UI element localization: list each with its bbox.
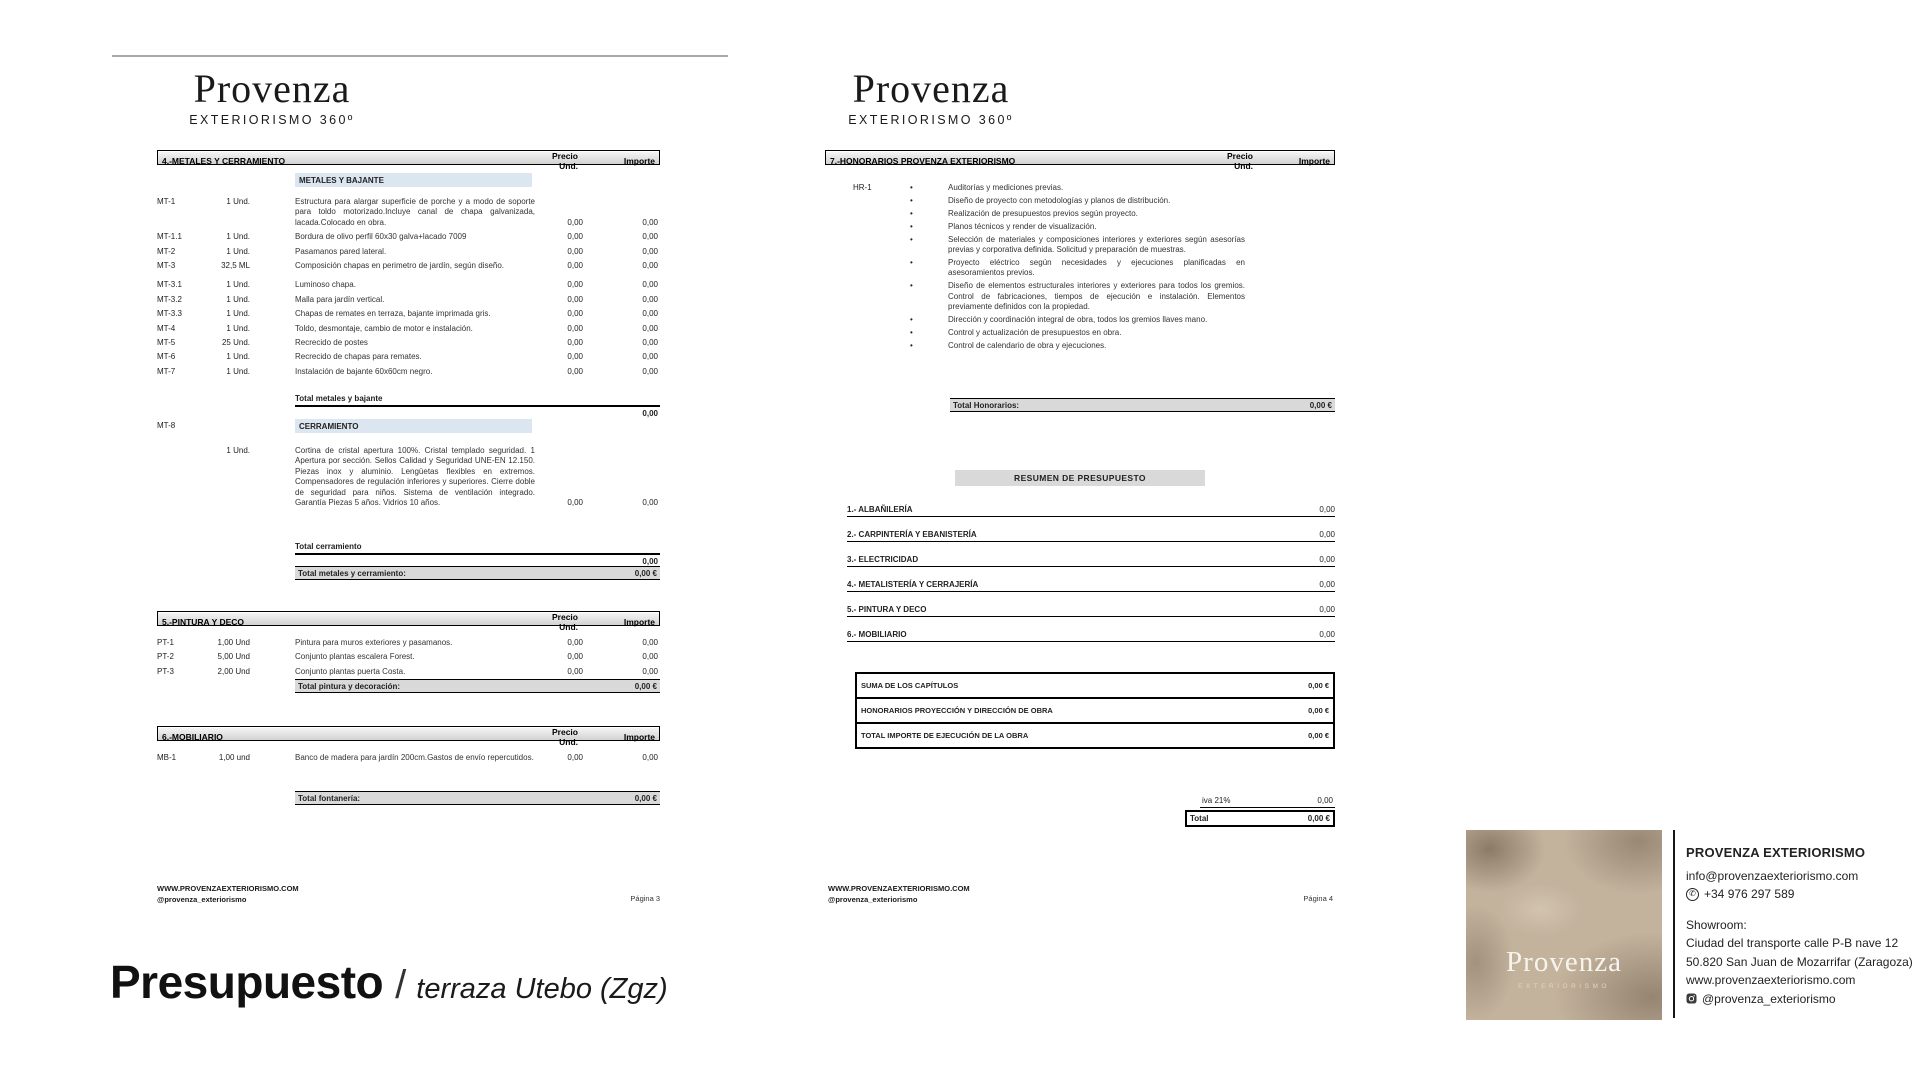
footer-instagram-handle: @provenza_exteriorismo: [828, 895, 918, 905]
bullet-text: Selección de materiales y composiciones interiores y exteriores según asesorías previas y corporativa definida. Solicitud y preparación de muestras.: [948, 234, 1245, 254]
bullet-text: Planos técnicos y render de visualización.: [948, 221, 1097, 231]
item-importe: 0,00: [642, 217, 658, 227]
item-precio: 0,00: [567, 232, 583, 242]
bullet-text: Auditorías y mediciones previas.: [948, 183, 1064, 192]
item-importe: 0,00: [642, 246, 658, 256]
item-quantity: 32,5 ML: [221, 260, 250, 270]
showroom-label: Showroom:: [1686, 917, 1747, 932]
chapter-label: 2.- CARPINTERÍA Y EBANISTERÍA: [847, 530, 977, 539]
resumen-row: [847, 555, 1335, 567]
summary-value: 0,00 €: [1308, 706, 1329, 715]
item-code: MT-7: [157, 366, 176, 376]
total-label: Total metales y cerramiento:: [298, 568, 406, 578]
spacer: [250, 324, 295, 334]
brand-logo: Provenza: [852, 66, 1010, 111]
resumen-row: [847, 605, 1335, 617]
item-description: Bordura de olivo perfil 60x30 galva+lacado 7009: [295, 232, 467, 242]
item-description: Estructura para alargar superficie de porche y a modo de soporte para toldo motorizado.Incluye canal de chapa galvanizada, lacada.Colocado en obra.: [295, 197, 535, 227]
item-code-mt8: MT-8: [157, 421, 176, 430]
contact-website: www.provenzaexteriorismo.com: [1686, 973, 1856, 987]
table-row: [157, 338, 660, 348]
chapter-label: 5.- PINTURA Y DECO: [847, 605, 927, 614]
item-code: PT-1: [157, 638, 174, 647]
total-label: Total Honorarios:: [953, 400, 1020, 410]
item-code-hr1: HR-1: [853, 183, 872, 192]
item-code: [157, 446, 217, 508]
chapter-label: 4.- METALISTERÍA Y CERRAJERÍA: [847, 580, 979, 589]
bullet-icon: •: [910, 314, 913, 324]
iva-value: 0,00: [1317, 796, 1333, 805]
item-quantity: 1 Und.: [226, 246, 250, 256]
item-precio: 0,00: [567, 309, 583, 319]
page-number: Página 3: [630, 894, 660, 904]
item-code: MT-3.1: [157, 280, 182, 290]
item-importe: 0,00: [642, 352, 658, 362]
table-row: [157, 309, 660, 319]
iva-row: [1200, 795, 1335, 808]
table-row: [157, 638, 660, 648]
brand-tagline: EXTERIORISMO 360º: [189, 113, 355, 127]
section-header-metales: [157, 150, 660, 171]
item-quantity: 1 Und.: [226, 197, 250, 206]
item-code: MT-4: [157, 323, 176, 333]
item-importe: 0,00: [642, 366, 658, 376]
total-metales-cerramiento-bar: [295, 566, 660, 580]
subsection-header-metales-bajante: METALES Y BAJANTE: [295, 173, 532, 187]
table-row: [157, 367, 660, 377]
table-row: [157, 352, 660, 362]
table-row: [157, 667, 660, 677]
spacer: [250, 280, 295, 290]
item-code: MT-3.3: [157, 309, 182, 319]
item-precio: 0,00: [567, 638, 583, 647]
metales-items-table: [157, 197, 660, 381]
total-value: 0,00 €: [634, 793, 657, 803]
footer-instagram-handle: @provenza_exteriorismo: [157, 895, 247, 905]
item-importe: 0,00: [642, 652, 658, 662]
page-footer: [157, 883, 660, 906]
item-description: Pasamanos pared lateral.: [295, 246, 387, 256]
contact-instagram: @provenza_exteriorismo: [1702, 991, 1836, 1006]
total-honorarios-bar: [950, 398, 1335, 412]
tax-total-block: [1185, 795, 1335, 827]
column-header-importe: Importe: [1298, 156, 1330, 166]
item-description: Chapas de remates en terraza, bajante imprimada gris.: [295, 309, 491, 319]
item-quantity: 1,00 Und: [217, 638, 250, 647]
total-value: 0,00 €: [634, 681, 657, 691]
bullet-icon: •: [910, 208, 913, 218]
column-header-precio: Precio Und.: [552, 151, 578, 171]
resumen-rows: [847, 505, 1335, 655]
spacer: [250, 338, 295, 348]
item-importe: 0,00: [642, 323, 658, 333]
bullet-text: Dirección y coordinación integral de obra, todos los gremios llaves mano.: [948, 314, 1208, 324]
summary-box: [855, 672, 1335, 749]
table-row: [157, 232, 660, 242]
item-description: Recrecido de chapas para remates.: [295, 352, 422, 362]
summary-label: SUMA DE LOS CAPÍTULOS: [861, 681, 959, 690]
spacer: [250, 753, 295, 763]
spacer: [250, 638, 295, 648]
contact-phone: +34 976 297 589: [1704, 887, 1795, 901]
column-header-precio: Precio Und.: [1227, 151, 1253, 171]
item-code: PT-3: [157, 666, 174, 676]
resumen-row: [847, 630, 1335, 642]
item-importe: 0,00: [642, 260, 658, 270]
chapter-value: 0,00: [1319, 530, 1335, 539]
bullet-text: Proyecto eléctrico según necesidades y ejecuciones planificadas en asesoramientos previos.: [948, 257, 1245, 278]
footer-website: WWW.PROVENZAEXTERIORISMO.COM: [828, 884, 970, 893]
table-row: [157, 247, 660, 257]
section-header-honorarios: [825, 150, 1335, 171]
total-label: Total pintura y decoración:: [298, 681, 401, 691]
item-precio: 0,00: [567, 260, 583, 270]
resumen-row: [847, 530, 1335, 542]
spacer: [250, 367, 295, 377]
total-pintura-bar: [295, 679, 660, 693]
item-importe: 0,00: [642, 337, 658, 347]
footer-website: WWW.PROVENZAEXTERIORISMO.COM: [157, 884, 299, 893]
item-quantity: 25 Und.: [221, 337, 250, 347]
item-precio: 0,00: [567, 294, 583, 304]
bullet-text: Control y actualización de presupuestos en obra.: [948, 327, 1122, 337]
item-quantity: 1 Und.: [226, 294, 250, 304]
list-item: [910, 258, 1250, 279]
spacer: [250, 232, 295, 242]
spacer: [250, 352, 295, 362]
summary-row: [857, 674, 1333, 699]
list-item: [910, 235, 1250, 256]
brand-photo: [1466, 830, 1662, 1020]
table-row: [157, 295, 660, 305]
summary-value: 0,00 €: [1308, 681, 1329, 690]
total-value: 0,00: [642, 409, 658, 418]
item-code: MB-1: [157, 753, 177, 762]
chapter-value: 0,00: [1319, 605, 1335, 614]
item-quantity: 1 Und.: [226, 232, 250, 242]
item-description: Cortina de cristal apertura 100%. Cristal templado seguridad. 1 Apertura por sección. Sellos Calidad y Seguridad UNE-EN 12.150. Piezas inox y aluminio. Lengüetas flexibles en extremos. Compensadores de regulación inferiores y superiores. Cierre doble de seguridad para niños. Sistema de ventilación integrado. Garantía Piezas 5 años. Vidrios 10 años.: [295, 446, 535, 507]
chapter-label: 6.- MOBILIARIO: [847, 630, 907, 639]
spacer: [250, 652, 295, 662]
bullet-icon: •: [910, 195, 913, 205]
bullet-icon: •: [910, 340, 913, 350]
total-cerramiento: [295, 542, 660, 566]
item-description: Luminoso chapa.: [295, 280, 356, 290]
item-quantity: 1 Und.: [226, 352, 250, 362]
item-importe: 0,00: [642, 638, 658, 647]
item-quantity: 1 Und.: [226, 366, 250, 376]
honorarios-bullet-list: [910, 183, 1250, 353]
list-item: [910, 281, 1250, 312]
table-row: [157, 261, 660, 271]
chapter-value: 0,00: [1319, 555, 1335, 564]
section-title: 4.-METALES Y CERRAMIENTO: [162, 156, 286, 166]
item-importe: 0,00: [642, 232, 658, 242]
mobiliario-items-table: [157, 753, 660, 767]
item-code: MT-1.1: [157, 232, 182, 242]
table-row: [157, 652, 660, 662]
item-description: Malla para jardín vertical.: [295, 294, 385, 304]
chapter-label: 3.- ELECTRICIDAD: [847, 555, 919, 564]
brand-logo-block: [825, 68, 1037, 127]
spacer: [250, 667, 295, 677]
summary-row: [857, 724, 1333, 747]
list-item: [910, 222, 1250, 232]
column-header-importe: Importe: [623, 156, 655, 166]
bullet-icon: •: [910, 183, 913, 192]
item-code: MT-3: [157, 260, 176, 270]
item-quantity: 1 Und.: [226, 280, 250, 290]
spacer: [250, 446, 295, 508]
total-label: Total fontanería:: [298, 793, 361, 803]
section-header-mobiliario: [157, 726, 660, 747]
chapter-value: 0,00: [1319, 580, 1335, 589]
bullet-text: Diseño de proyecto con metodologías y planos de distribución.: [948, 195, 1171, 205]
summary-label: HONORARIOS PROYECCIÓN Y DIRECCIÓN DE OBRA: [861, 706, 1053, 715]
brand-logo-block: [157, 68, 387, 127]
item-precio: 0,00: [567, 280, 583, 290]
item-description: Pintura para muros exteriores y pasamanos.: [295, 638, 453, 647]
item-quantity: 1 Und.: [226, 323, 250, 333]
item-importe: 0,00: [642, 280, 658, 290]
summary-label: TOTAL IMPORTE DE EJECUCIÓN DE LA OBRA: [861, 731, 1029, 740]
resumen-row: [847, 505, 1335, 517]
item-code: MT-3.2: [157, 294, 182, 304]
column-header-precio: Precio Und.: [552, 612, 578, 632]
item-importe: 0,00: [642, 497, 658, 507]
company-name: PROVENZA EXTERIORISMO: [1686, 845, 1866, 860]
spacer: [250, 309, 295, 319]
total-label: Total metales y bajante: [295, 394, 660, 407]
item-precio: 0,00: [567, 337, 583, 347]
vertical-divider: [1673, 830, 1675, 1018]
resumen-title: RESUMEN DE PRESUPUESTO: [955, 470, 1205, 486]
item-precio: 0,00: [567, 366, 583, 376]
spacer: [250, 197, 295, 228]
chapter-value: 0,00: [1319, 630, 1335, 639]
item-description: Toldo, desmontaje, cambio de motor e instalación.: [295, 323, 473, 333]
item-quantity: 1 Und.: [226, 446, 250, 455]
column-header-precio: Precio Und.: [552, 727, 578, 747]
summary-value: 0,00 €: [1308, 731, 1329, 740]
table-row: [157, 280, 660, 290]
item-precio: 0,00: [567, 497, 583, 507]
section-header-pintura: [157, 611, 660, 632]
list-item: [910, 209, 1250, 219]
chapter-label: 1.- ALBAÑILERÍA: [847, 505, 913, 514]
item-importe: 0,00: [642, 753, 658, 762]
item-code: MT-1: [157, 197, 176, 206]
contact-details: [1686, 830, 1920, 1020]
bullet-icon: •: [910, 221, 913, 231]
column-header-importe: Importe: [623, 617, 655, 627]
item-importe: 0,00: [642, 666, 658, 676]
bullet-icon: •: [910, 327, 913, 337]
resumen-row: [847, 580, 1335, 592]
grand-total-label: Total: [1190, 814, 1209, 823]
brand-logo-subtitle: EXTERIORISMO: [1518, 983, 1610, 990]
bullet-icon: •: [910, 257, 913, 267]
title-main: Presupuesto: [110, 956, 384, 1008]
address-line-1: Ciudad del transporte calle P-B nave 12: [1686, 936, 1899, 950]
section-title: 5.-PINTURA Y DECO: [162, 617, 245, 627]
total-label: Total cerramiento: [295, 542, 660, 555]
total-metales-bajante: [295, 394, 660, 418]
cerramiento-item-row: [157, 446, 660, 508]
bullet-text: Diseño de elementos estructurales interiores y exteriores para todos los gremios. Control de fabricaciones, tiempos de ejecución e instalación. Elementos previamente definidos con la propiedad.: [948, 281, 1245, 311]
spacer: [250, 247, 295, 257]
page-footer: [828, 883, 1333, 906]
bullet-icon: •: [910, 281, 913, 291]
page-number: Página 4: [1303, 894, 1333, 904]
section-title: 6.-MOBILIARIO: [162, 732, 223, 742]
item-precio: 0,00: [567, 753, 583, 762]
item-precio: 0,00: [567, 666, 583, 676]
item-precio: 0,00: [567, 652, 583, 662]
bullet-text: Control de calendario de obra y ejecuciones.: [948, 340, 1107, 350]
spacer: [250, 295, 295, 305]
spacer: [250, 261, 295, 271]
total-value: 0,00: [642, 557, 658, 566]
contact-card: [1466, 830, 1920, 1020]
grand-total-value: 0,00 €: [1307, 814, 1330, 823]
column-header-importe: Importe: [623, 732, 655, 742]
list-item: [910, 315, 1250, 325]
chapter-value: 0,00: [1319, 505, 1335, 514]
brand-logo: Provenza: [193, 66, 351, 111]
table-row: [157, 197, 660, 228]
instagram-icon: [1686, 993, 1697, 1004]
table-row: [157, 324, 660, 334]
brand-tagline: EXTERIORISMO 360º: [848, 113, 1014, 127]
list-item: [910, 196, 1250, 206]
item-description: Composición chapas en perimetro de jardín, según diseño.: [295, 260, 505, 270]
top-divider-line: [112, 55, 728, 57]
brand-logo: Provenza: [1506, 946, 1622, 978]
item-precio: 0,00: [567, 352, 583, 362]
bullet-text: Realización de presupuestos previos según proyecto.: [948, 208, 1138, 218]
document-title-block: [110, 955, 668, 1009]
list-item: [910, 183, 1250, 193]
item-description: Conjunto plantas escalera Forest.: [295, 652, 415, 662]
section-title: 7.-HONORARIOS PROVENZA EXTERIORISMO: [830, 156, 1016, 166]
bullet-icon: •: [910, 234, 913, 244]
table-row: [157, 753, 660, 763]
list-item: [910, 328, 1250, 338]
item-importe: 0,00: [642, 309, 658, 319]
grand-total-box: [1185, 810, 1335, 827]
iva-label: iva 21%: [1202, 796, 1231, 805]
item-description: Instalación de bajante 60x60cm negro.: [295, 366, 433, 376]
phone-icon: ✆: [1686, 888, 1699, 901]
total-value: 0,00 €: [634, 568, 657, 578]
address-line-2: 50.820 San Juan de Mozarrifar (Zaragoza): [1686, 954, 1913, 969]
contact-email: info@provenzaexteriorismo.com: [1686, 868, 1859, 883]
pintura-items-table: [157, 638, 660, 681]
item-precio: 0,00: [567, 323, 583, 333]
item-code: MT-2: [157, 246, 176, 256]
item-code: MT-6: [157, 352, 176, 362]
item-importe: 0,00: [642, 294, 658, 304]
item-quantity: 1 Und.: [226, 309, 250, 319]
item-precio: 0,00: [567, 217, 583, 227]
total-value: 0,00 €: [1309, 400, 1332, 410]
document-page-3: [112, 50, 732, 950]
subsection-header-cerramiento: CERRAMIENTO: [295, 419, 532, 433]
item-code: MT-5: [157, 337, 176, 347]
item-code: PT-2: [157, 652, 174, 662]
item-quantity: 5,00 Und: [217, 652, 250, 662]
item-description: Recrecido de postes: [295, 337, 368, 347]
total-fontaneria-bar: [295, 791, 660, 805]
item-description: Conjunto plantas puerta Costa.: [295, 666, 406, 676]
item-quantity: 2,00 Und: [217, 666, 250, 676]
summary-row: [857, 699, 1333, 724]
list-item: [910, 341, 1250, 351]
title-separator: /: [395, 963, 407, 1007]
item-quantity: 1,00 und: [218, 753, 250, 762]
title-subtitle: terraza Utebo (Zgz): [416, 973, 668, 1005]
item-description: Banco de madera para jardín 200cm.Gastos de envío repercutidos.: [295, 753, 534, 762]
item-precio: 0,00: [567, 246, 583, 256]
document-page-4: [825, 50, 1337, 950]
